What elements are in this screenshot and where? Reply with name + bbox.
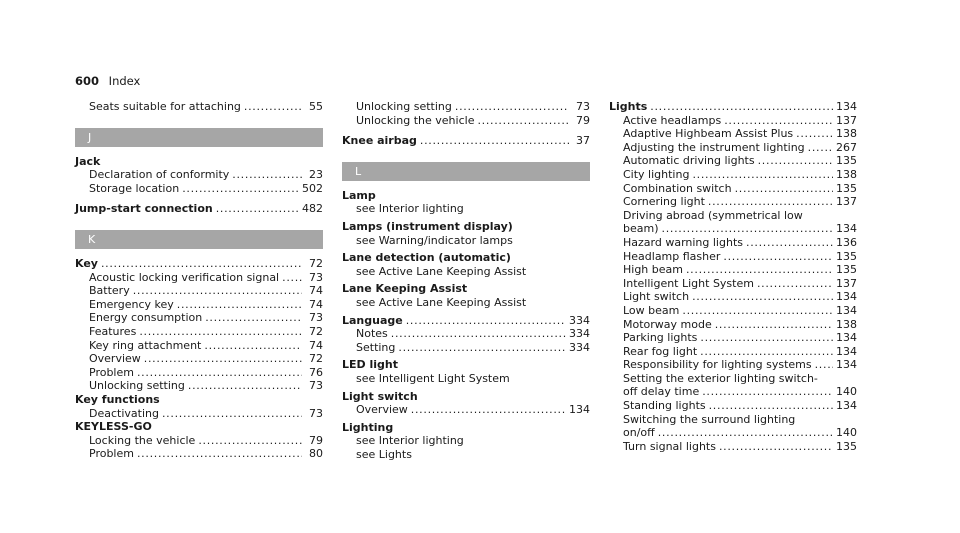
index-subentry[interactable]: Battery . . . 74 [75, 284, 323, 298]
see-reference[interactable]: see Active Lane Keeping Assist [356, 264, 527, 278]
index-entry-key[interactable]: Key . . . 72 [75, 257, 323, 271]
index-entry-keyless-go[interactable]: KEYLESS-GO [75, 420, 152, 434]
index-subentry[interactable]: Motorway mode . . . 138 [609, 318, 857, 332]
index-subentry[interactable]: Problem . . . 80 [75, 447, 323, 461]
index-subentry-wrap-line[interactable]: Setting the exterior lighting switch- [623, 371, 818, 385]
index-subentry[interactable]: Unlocking setting . . . 73 [75, 379, 323, 393]
index-subentry[interactable]: Cornering light . . . 137 [609, 195, 857, 209]
index-column-2 [342, 100, 590, 461]
index-column-3 [609, 100, 857, 453]
index-entry-key-functions[interactable]: Key functions [75, 392, 160, 406]
index-subentry[interactable]: on/off . . . 140 [609, 426, 857, 440]
page-header [75, 74, 140, 88]
index-subentry[interactable]: beam) . . . 134 [609, 222, 857, 236]
index-subentry[interactable]: Combination switch . . . 135 [609, 182, 857, 196]
index-subentry[interactable]: High beam . . . 135 [609, 263, 857, 277]
index-subentry[interactable]: off delay time . . . 140 [609, 385, 857, 399]
index-subentry[interactable]: Declaration of conformity . . . 23 [75, 168, 323, 182]
letter-heading-j: J [75, 128, 323, 147]
index-entry-lamp[interactable]: Lamp [342, 188, 376, 202]
index-subentry[interactable]: Hazard warning lights . . . 136 [609, 236, 857, 250]
index-subentry[interactable]: Setting . . . 334 [342, 341, 590, 355]
index-subentry[interactable]: Automatic driving lights . . . 135 [609, 154, 857, 168]
index-subentry[interactable]: Problem . . . 76 [75, 366, 323, 380]
index-subentry[interactable]: Emergency key . . . 74 [75, 298, 323, 312]
index-entry[interactable]: Seats suitable for attaching . . . 55 [75, 100, 323, 114]
index-entry-lights[interactable]: Lights . . . 134 [609, 100, 857, 114]
index-subentry[interactable]: Key ring attachment . . . 74 [75, 339, 323, 353]
index-subentry[interactable]: Adjusting the instrument lighting . . . 267 [609, 141, 857, 155]
index-entry-light-switch[interactable]: Light switch [342, 389, 418, 403]
see-reference[interactable]: see Intelligent Light System [356, 371, 510, 385]
index-entry-lane-keeping-assist[interactable]: Lane Keeping Assist [342, 282, 468, 296]
index-entry-jack[interactable]: Jack [75, 154, 101, 168]
index-entry-lane-detection[interactable]: Lane detection (automatic) [342, 251, 511, 265]
index-subentry[interactable]: Overview . . . 134 [342, 403, 590, 417]
index-entry-knee-airbag[interactable]: Knee airbag . . . 37 [342, 134, 590, 148]
index-column-1 [75, 100, 323, 461]
index-subentry[interactable]: Locking the vehicle . . . 79 [75, 434, 323, 448]
see-reference[interactable]: see Interior lighting [356, 202, 464, 216]
index-subentry[interactable]: Standing lights . . . 134 [609, 399, 857, 413]
index-entry-lighting[interactable]: Lighting [342, 420, 394, 434]
index-subentry[interactable]: City lighting . . . 138 [609, 168, 857, 182]
index-subentry[interactable]: Parking lights . . . 134 [609, 331, 857, 345]
index-subentry[interactable]: Acoustic locking verification signal . . . 73 [75, 271, 323, 285]
index-subentry[interactable]: Responsibility for lighting systems . . . 134 [609, 358, 857, 372]
index-entry-jump-start[interactable]: Jump-start connection . . . 482 [75, 202, 323, 216]
index-entry-lamps-instrument-display[interactable]: Lamps (instrument display) [342, 219, 513, 233]
index-subentry[interactable]: Low beam . . . 134 [609, 304, 857, 318]
index-subentry[interactable]: Deactivating . . . 73 [75, 407, 323, 421]
index-subentry[interactable]: Headlamp flasher . . . 135 [609, 250, 857, 264]
index-subentry[interactable]: Notes . . . 334 [342, 327, 590, 341]
page-number: 600 [75, 74, 100, 88]
index-subentry[interactable]: Turn signal lights . . . 135 [609, 440, 857, 454]
index-entry-led-light[interactable]: LED light [342, 358, 398, 372]
index-subentry[interactable]: Light switch . . . 134 [609, 290, 857, 304]
see-reference[interactable]: see Interior lighting [356, 434, 464, 448]
index-subentry[interactable]: Intelligent Light System . . . 137 [609, 277, 857, 291]
index-subentry[interactable]: Adaptive Highbeam Assist Plus . . . 138 [609, 127, 857, 141]
section-title: Index [108, 74, 141, 88]
index-subentry[interactable]: Active headlamps . . . 137 [609, 114, 857, 128]
index-subentry-wrap-line[interactable]: Driving abroad (symmetrical low [623, 208, 803, 222]
index-subentry-wrap-line[interactable]: Switching the surround lighting [623, 412, 796, 426]
index-subentry[interactable]: Energy consumption . . . 73 [75, 311, 323, 325]
letter-heading-l: L [342, 162, 590, 181]
index-subentry[interactable]: Features . . . 72 [75, 325, 323, 339]
see-reference[interactable]: see Lights [356, 447, 412, 461]
see-reference[interactable]: see Warning/indicator lamps [356, 233, 513, 247]
index-subentry[interactable]: Storage location . . . 502 [75, 182, 323, 196]
index-subentry[interactable]: Overview . . . 72 [75, 352, 323, 366]
letter-heading-k: K [75, 230, 323, 249]
index-subentry[interactable]: Rear fog light . . . 134 [609, 345, 857, 359]
index-entry-language[interactable]: Language . . . 334 [342, 314, 590, 328]
index-subentry[interactable]: Unlocking the vehicle . . . 79 [342, 114, 590, 128]
see-reference[interactable]: see Active Lane Keeping Assist [356, 295, 527, 309]
index-subentry[interactable]: Unlocking setting . . . 73 [342, 100, 590, 114]
